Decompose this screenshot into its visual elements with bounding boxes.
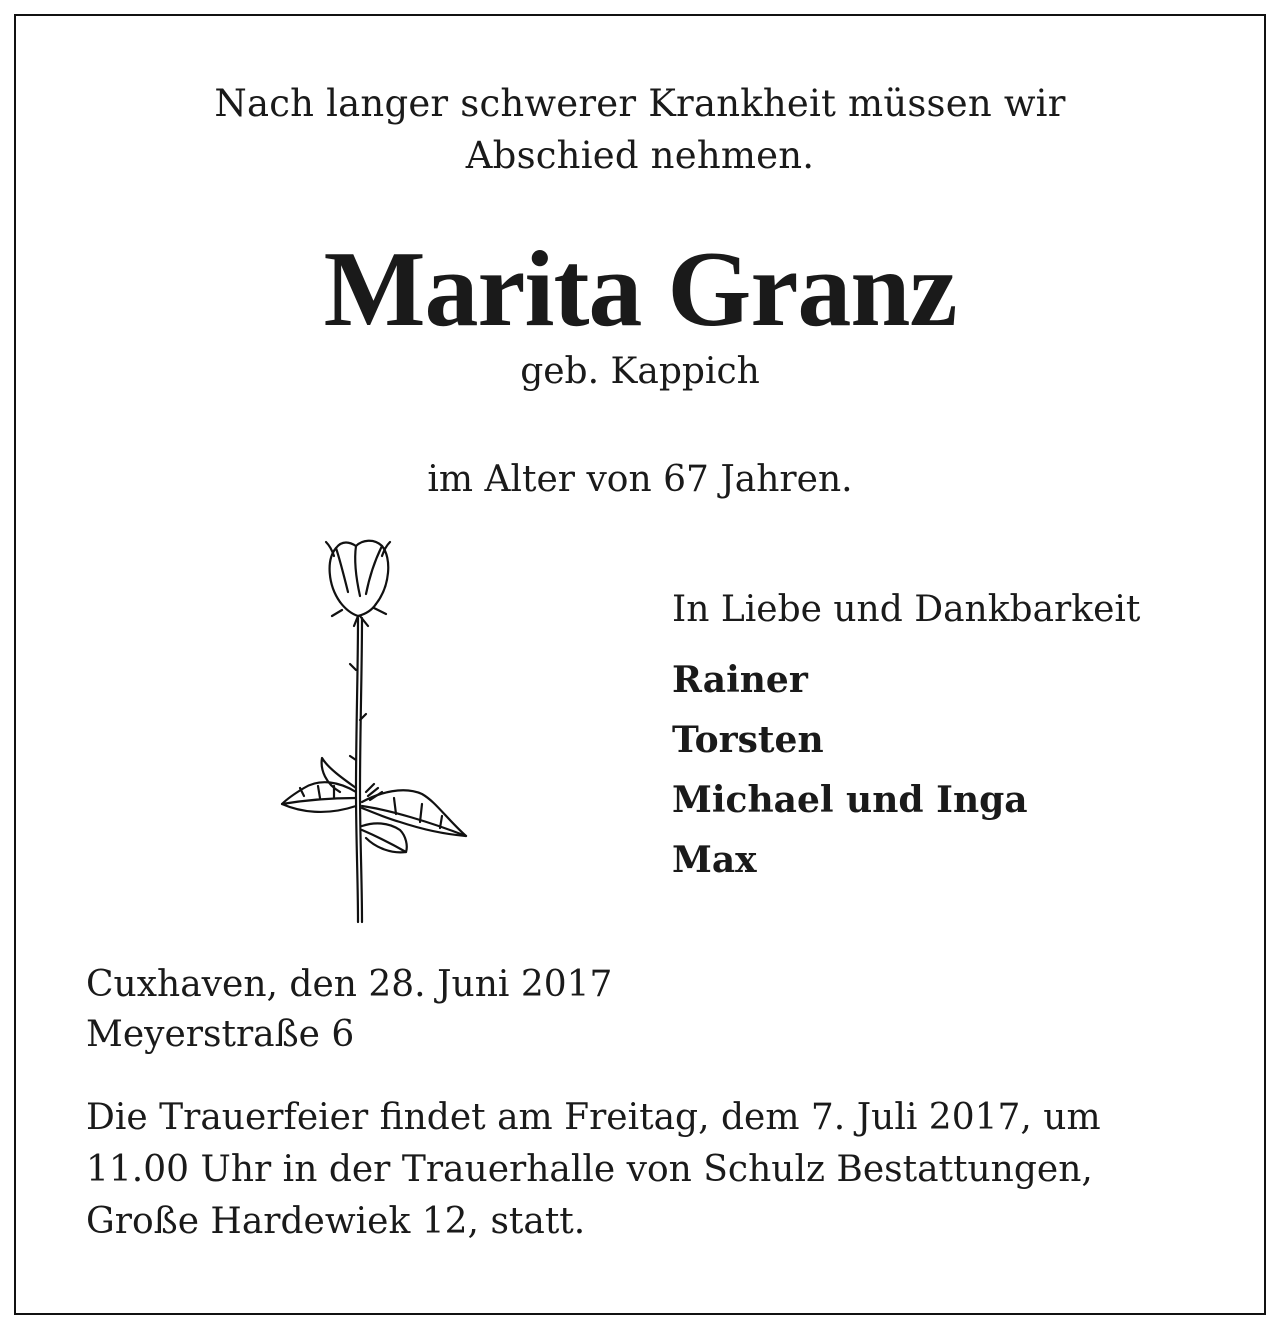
mourner-name: Rainer [672,659,808,701]
mourners-block [672,586,1252,890]
mourner-name: Michael und Inga [672,779,1028,821]
service-info [86,1092,1206,1248]
birth-name: geb. Kappich [520,351,760,392]
intro-text [0,78,1280,182]
place-and-date [86,960,612,1060]
intro-line-1: Nach langer schwerer Krankheit müssen wir [214,82,1066,125]
address-line: Meyerstraße 6 [86,1014,355,1055]
mourner-name: Torsten [672,719,824,761]
mourner-name: Max [672,839,757,881]
age-text: im Alter von 67 Jahren. [427,459,853,500]
service-line-2: 11.00 Uhr in der Trauerhalle von Schulz Bestattungen, [86,1149,1093,1190]
rose-icon [270,530,480,930]
closing-phrase: In Liebe und Dankbarkeit [672,589,1141,630]
intro-line-2: Abschied nehmen. [465,134,815,177]
service-line-3: Große Hardewiek 12, statt. [86,1201,586,1242]
service-line-1: Die Trauerfeier findet am Freitag, dem 7. Juli 2017, um [86,1097,1101,1138]
date-line: Cuxhaven, den 28. Juni 2017 [86,964,613,1005]
deceased-name: Marita Granz [323,230,957,349]
